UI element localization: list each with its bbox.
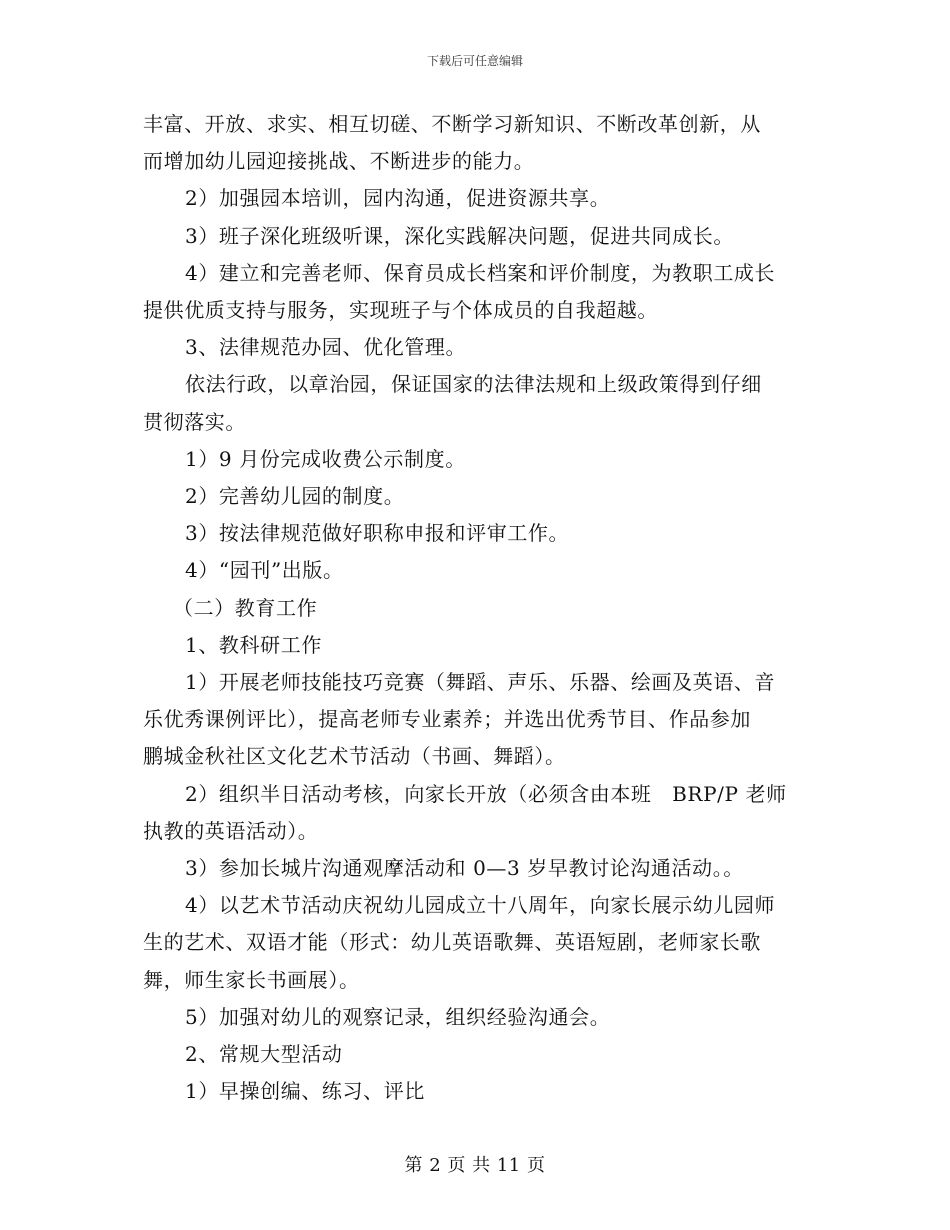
list-item: 2）完善幼儿园的制度。 (185, 484, 405, 509)
section-heading: 3、法律规范办园、优化管理。 (185, 335, 467, 360)
list-item: 2）组织半日活动考核，向家长开放（必须含由本班 BRP/P 老师 (185, 781, 787, 806)
paragraph-line: 生的艺术、双语才能（形式：幼儿英语歌舞、英语短剧，老师家长歌 (143, 930, 761, 955)
paragraph-line: 提供优质支持与服务，实现班子与个体成员的自我超越。 (143, 298, 658, 323)
page-number-footer: 第 2 页 共 11 页 (404, 1155, 546, 1176)
paragraph-line: 3）班子深化班级听课，深化实践解决问题，促进共同成长。 (185, 223, 734, 248)
list-item: 3）按法律规范做好职称申报和评审工作。 (185, 521, 570, 546)
paragraph-line: 依法行政，以章治园，保证国家的法律法规和上级政策得到仔细 (185, 372, 762, 397)
list-item: 5）加强对幼儿的观察记录，组织经验沟通会。 (185, 1004, 611, 1029)
list-item: 1）开展老师技能技巧竞赛（舞蹈、声乐、乐器、绘画及英语、音 (185, 670, 776, 695)
list-item: 3）参加长城片沟通观摩活动和 0—3 岁早教讨论沟通活动。。 (185, 856, 744, 881)
page-header-note: 下载后可任意编辑 (426, 54, 523, 68)
paragraph-line: 2）加强园本培训，园内沟通，促进资源共享。 (185, 186, 611, 211)
list-item: 4）“园刊”出版。 (185, 558, 344, 583)
list-item: 4）以艺术节活动庆祝幼儿园成立十八周年，向家长展示幼儿园师 (185, 893, 776, 918)
paragraph-line: 舞，师生家长书画展）。 (143, 967, 360, 992)
paragraph-line: 执教的英语活动）。 (143, 818, 319, 843)
section-heading: 1、教科研工作 (185, 632, 322, 657)
paragraph-line: 丰富、开放、求实、相互切磋、不断学习新知识、不断改革创新，从 (143, 112, 761, 136)
list-item: 1）9 月份完成收费公示制度。 (185, 446, 466, 471)
paragraph-line: 贯彻落实。 (143, 409, 246, 434)
paragraph-line: 而增加幼儿园迎接挑战、不断进步的能力。 (143, 149, 535, 174)
document-body (143, 106, 815, 1110)
section-heading: （二）教育工作 (173, 595, 318, 620)
paragraph-line: 乐优秀课例评比），提高老师专业素养；并选出优秀节目、作品参加 (143, 707, 751, 732)
list-item: 1）早操创编、练习、评比 (185, 1079, 425, 1104)
paragraph-line: 鹏城金秋社区文化艺术节活动（书画、舞蹈）。 (143, 744, 566, 769)
paragraph-line: 4）建立和完善老师、保育员成长档案和评价制度，为教职工成长 (185, 260, 776, 285)
section-heading: 2、常规大型活动 (185, 1042, 343, 1067)
